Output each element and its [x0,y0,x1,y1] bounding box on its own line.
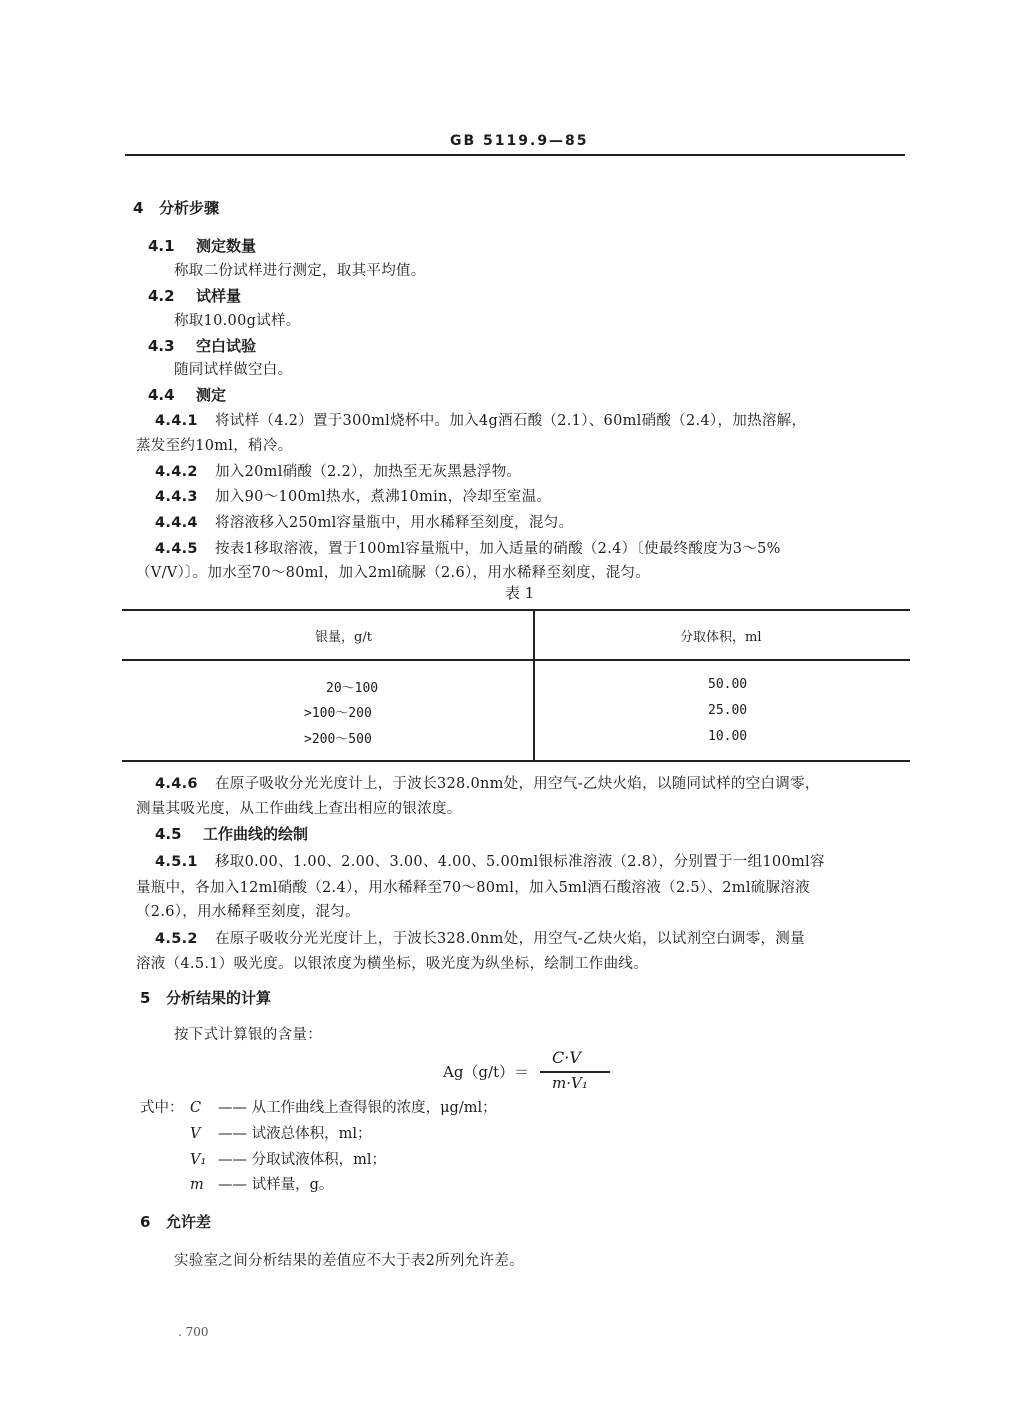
paragraph-4-4-4 [155,511,573,532]
subsection-number: 4.4 [148,386,175,404]
paragraph-text: 按表1移取溶液，置于100ml容量瓶中，加入适量的硝酸（2.4）〔使最终酸度为3～5% [215,541,781,557]
subsection-number: 4.2 [148,287,175,305]
paragraph-text: 在原子吸收分光光度计上，于波长328.0nm处，用空气-乙炔火焰，以试剂空白调零，测量 [215,931,805,947]
table-column-divider [533,611,535,761]
paragraph-number: 4.4.1 [155,413,198,429]
table-cell: 25.00 [708,703,748,718]
section-6-heading [140,1211,211,1232]
table-cell: 50.00 [708,677,748,692]
table-bottom-rule [122,760,910,762]
section-title: 允许差 [166,1213,212,1231]
subsection-title: 工作曲线的绘制 [203,825,309,843]
legend-prefix: 式中： [140,1100,184,1116]
table-header-silver: 银量，g/t [315,630,372,645]
paragraph-number: 4.4.4 [155,515,198,531]
calculation-intro: 按下式计算银的含量： [174,1027,322,1043]
legend-symbol: V₁ [190,1152,207,1168]
section-number: 5 [140,989,151,1007]
paragraph-4-5-2-line1 [155,927,805,948]
header-rule [125,154,905,156]
section-6-text: 实验室之间分析结果的差值应不大于表2所列允许差。 [174,1253,524,1269]
paragraph-text: 加入20ml硝酸（2.2），加热至无灰黑悬浮物。 [215,464,522,480]
subsection-title: 测定数量 [196,237,257,255]
paragraph-text: 移取0.00、1.00、2.00、3.00、4.00、5.00ml银标准溶液（2.8），分别置于一组100ml容 [215,854,825,870]
paragraph-4-4-5-line2: （V/V）〕。加水至70～80ml，加入2ml硫脲（2.6），用水稀释至刻度，混匀。 [136,565,651,581]
legend-description: —— 分取试液体积，ml； [218,1152,386,1168]
paragraph-4-4-5-line1 [155,537,781,558]
table-cell: 20～100 [326,681,379,696]
legend-symbol: V [190,1126,201,1142]
paragraph-4-5-1-line1 [155,850,825,871]
subsection-4-3-text: 随同试样做空白。 [174,362,293,378]
table-cell: >100～200 [304,706,372,721]
subsection-title: 空白试验 [196,337,257,355]
paragraph-4-4-6-line1 [155,772,820,793]
paragraph-4-5-1-line2: 量瓶中，各加入12ml硝酸（2.4），用水稀释至70～80ml，加入5ml酒石酸溶液（2.5）、2ml硫脲溶液 [136,880,810,896]
legend-symbol: m [190,1177,204,1193]
legend-description: —— 从工作曲线上查得银的浓度，μg/ml； [218,1100,497,1116]
formula-denominator: m·V₁ [552,1074,588,1092]
subsection-4-1-heading [148,235,256,256]
paragraph-4-4-6-line2: 测量其吸光度，从工作曲线上查出相应的银浓度。 [136,801,462,817]
table-cell: >200～500 [304,732,372,747]
paragraph-number: 4.4.3 [155,489,198,505]
paragraph-text: 加入90～100ml热水，煮沸10min，冷却至室温。 [215,489,552,505]
paragraph-4-4-3 [155,485,551,506]
subsection-title: 试样量 [196,287,242,305]
standard-code: GB 5119.9—85 [450,133,589,149]
subsection-number: 4.1 [148,237,175,255]
paragraph-4-5-1-line3: （2.6），用水稀释至刻度，混匀。 [136,904,360,920]
paragraph-4-4-2 [155,460,521,481]
paragraph-number: 4.5.1 [155,854,198,870]
paragraph-4-5-2-line2: 溶液（4.5.1）吸光度。以银浓度为横坐标，吸光度为纵坐标，绘制工作曲线。 [136,956,648,972]
formula-numerator: C·V [552,1048,581,1067]
paragraph-text: 将溶液移入250ml容量瓶中，用水稀释至刻度，混匀。 [215,515,574,531]
section-title: 分析结果的计算 [166,989,272,1007]
legend-item [190,1122,372,1143]
formula-lhs: Ag（g/t）＝ [443,1063,530,1081]
subsection-4-3-heading [148,335,256,356]
paragraph-number: 4.4.6 [155,776,198,792]
legend-description: —— 试样量，g。 [218,1177,334,1193]
subsection-title: 测定 [196,386,227,404]
paragraph-number: 4.5.2 [155,931,198,947]
legend-item [190,1173,333,1194]
table-cell: 10.00 [708,729,748,744]
subsection-number: 4.5 [155,825,182,843]
paragraph-number: 4.4.2 [155,464,198,480]
table-caption: 表 1 [505,584,535,602]
paragraph-4-4-1-line2: 蒸发至约10ml，稍冷。 [136,438,293,454]
table-header-volume: 分取体积，ml [680,630,762,645]
section-4-heading [133,197,219,218]
paragraph-text: 在原子吸收分光光度计上，于波长328.0nm处，用空气-乙炔火焰，以随同试样的空白调零， [215,776,820,792]
table-top-rule [122,609,910,611]
section-title: 分析步骤 [159,199,220,217]
formula-fraction-bar [540,1071,610,1073]
subsection-4-4-heading [148,384,226,405]
paragraph-4-4-1-line1 [155,409,806,430]
section-number: 4 [133,199,144,217]
subsection-4-1-text: 称取二份试样进行测定，取其平均值。 [174,263,426,279]
subsection-4-5-heading [155,823,308,844]
legend-item [190,1148,386,1169]
legend-description: —— 试液总体积，ml； [218,1126,372,1142]
section-number: 6 [140,1213,151,1231]
section-5-heading [140,987,271,1008]
paragraph-text: 将试样（4.2）置于300ml烧杯中。加入4g酒石酸（2.1）、60ml硝酸（2.4），加热溶解， [215,413,807,429]
subsection-4-2-heading [148,285,241,306]
paragraph-number: 4.4.5 [155,541,198,557]
subsection-4-2-text: 称取10.00g试样。 [174,313,301,329]
subsection-number: 4.3 [148,337,175,355]
legend-symbol: C [190,1100,202,1116]
page-number: . 700 [178,1325,209,1339]
table-header-rule [122,659,910,661]
legend-item [190,1096,497,1117]
